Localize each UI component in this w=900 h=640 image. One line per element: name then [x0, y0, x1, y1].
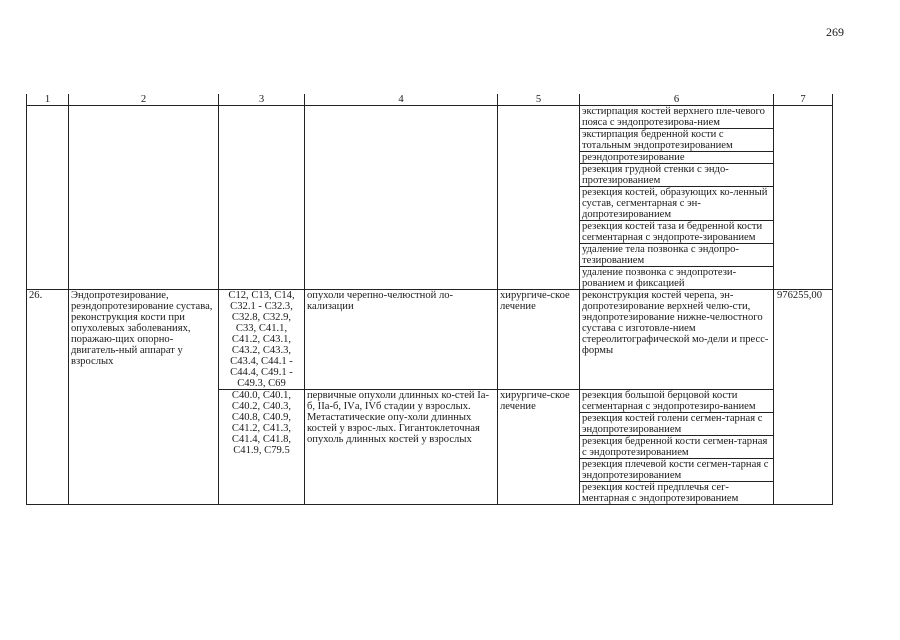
method-item: удаление позвонка с эндопротези-рованием и фиксацией [582, 267, 737, 289]
col-num-4: 4 [305, 94, 498, 106]
icd-codes: C12, C13, C14, C32.1 - C32.3, C32.8, C32.9, C33, C41.1, C41.2, C43.1, C43.2, C43.3, C43.4, C44.1 - C44.4, C49.1 - C49.3, C69 [219, 290, 305, 390]
icd-codes: C40.0, C40.1, C40.2, C40.3, C40.8, C40.9, C41.2, C41.3, C41.4, C41.8, C41.9, C79.5 [219, 390, 305, 505]
col-num-7: 7 [774, 94, 833, 106]
treatment-type: хирургиче-ское лечение [498, 390, 580, 505]
method-item: резекция плечевой кости сегмен-тарная с эндопротезированием [580, 459, 773, 482]
column-number-row [27, 94, 833, 106]
procedures-table [26, 94, 833, 505]
col-num-1: 1 [27, 94, 69, 106]
page-number: 269 [826, 25, 844, 39]
patient-model: первичные опухоли длинных ко-стей Iа-б, IIа-б, IVа, IVб стадии у взрослых. Метастатические опу-холи длинных костей у взрос-лых. Гигантоклеточная опухоль длинных костей у взрослых [305, 390, 498, 505]
treatment-type: хирургиче-ское лечение [498, 290, 580, 390]
col-num-5: 5 [498, 94, 580, 106]
continuation-row [27, 106, 833, 290]
method-item: резекция костей таза и бедренной кости сегментарная с эндопроте-зированием [580, 221, 773, 244]
methods-cell [580, 390, 774, 505]
care-type-name: Эндопротезирование, реэндопротезирование сустава, реконструкция кости при опухолевых заболеваниях, поражаю-щих опорно-двигатель-ный аппарат у взрослых [69, 290, 219, 505]
method-item: резекция костей голени сегмен-тарная с эндопротезированием [580, 413, 773, 436]
method-item: удаление тела позвонка с эндопро-тезированием [580, 244, 773, 267]
method-item: резекция бедренной кости сегмен-тарная с эндопротезированием [580, 436, 773, 459]
treatment-method: реконструкция костей черепа, эн-допротезирование верхней челю-сти, эндопротезирование нижне-челюстного сустава с изготовле-нием стереолитографической мо-дели и пресс-формы [580, 290, 774, 390]
col-num-6: 6 [580, 94, 774, 106]
method-item: резекция грудной стенки с эндо-протезированием [580, 164, 773, 187]
method-item: резекция костей предплечья сег-ментарная с эндопротезированием [582, 482, 739, 504]
price: 976255,00 [774, 290, 833, 505]
method-item: резекция костей, образующих ко-ленный сустав, сегментарная с эн-допротезированием [580, 187, 773, 221]
method-item: реэндопротезирование [580, 152, 773, 164]
method-item: экстирпация костей верхнего пле-чевого пояса с эндопротезирова-нием [580, 106, 773, 129]
methods-cell [580, 106, 774, 290]
patient-model: опухоли черепно-челюстной ло-кализации [305, 290, 498, 390]
col-num-2: 2 [69, 94, 219, 106]
row-number: 26. [27, 290, 69, 505]
col-num-3: 3 [219, 94, 305, 106]
method-item: резекция большой берцовой кости сегментарная с эндопротезиро-ванием [580, 390, 773, 413]
row-26-group-1 [27, 290, 833, 390]
method-item: экстирпация бедренной кости с тотальным эндопротезированием [580, 129, 773, 152]
